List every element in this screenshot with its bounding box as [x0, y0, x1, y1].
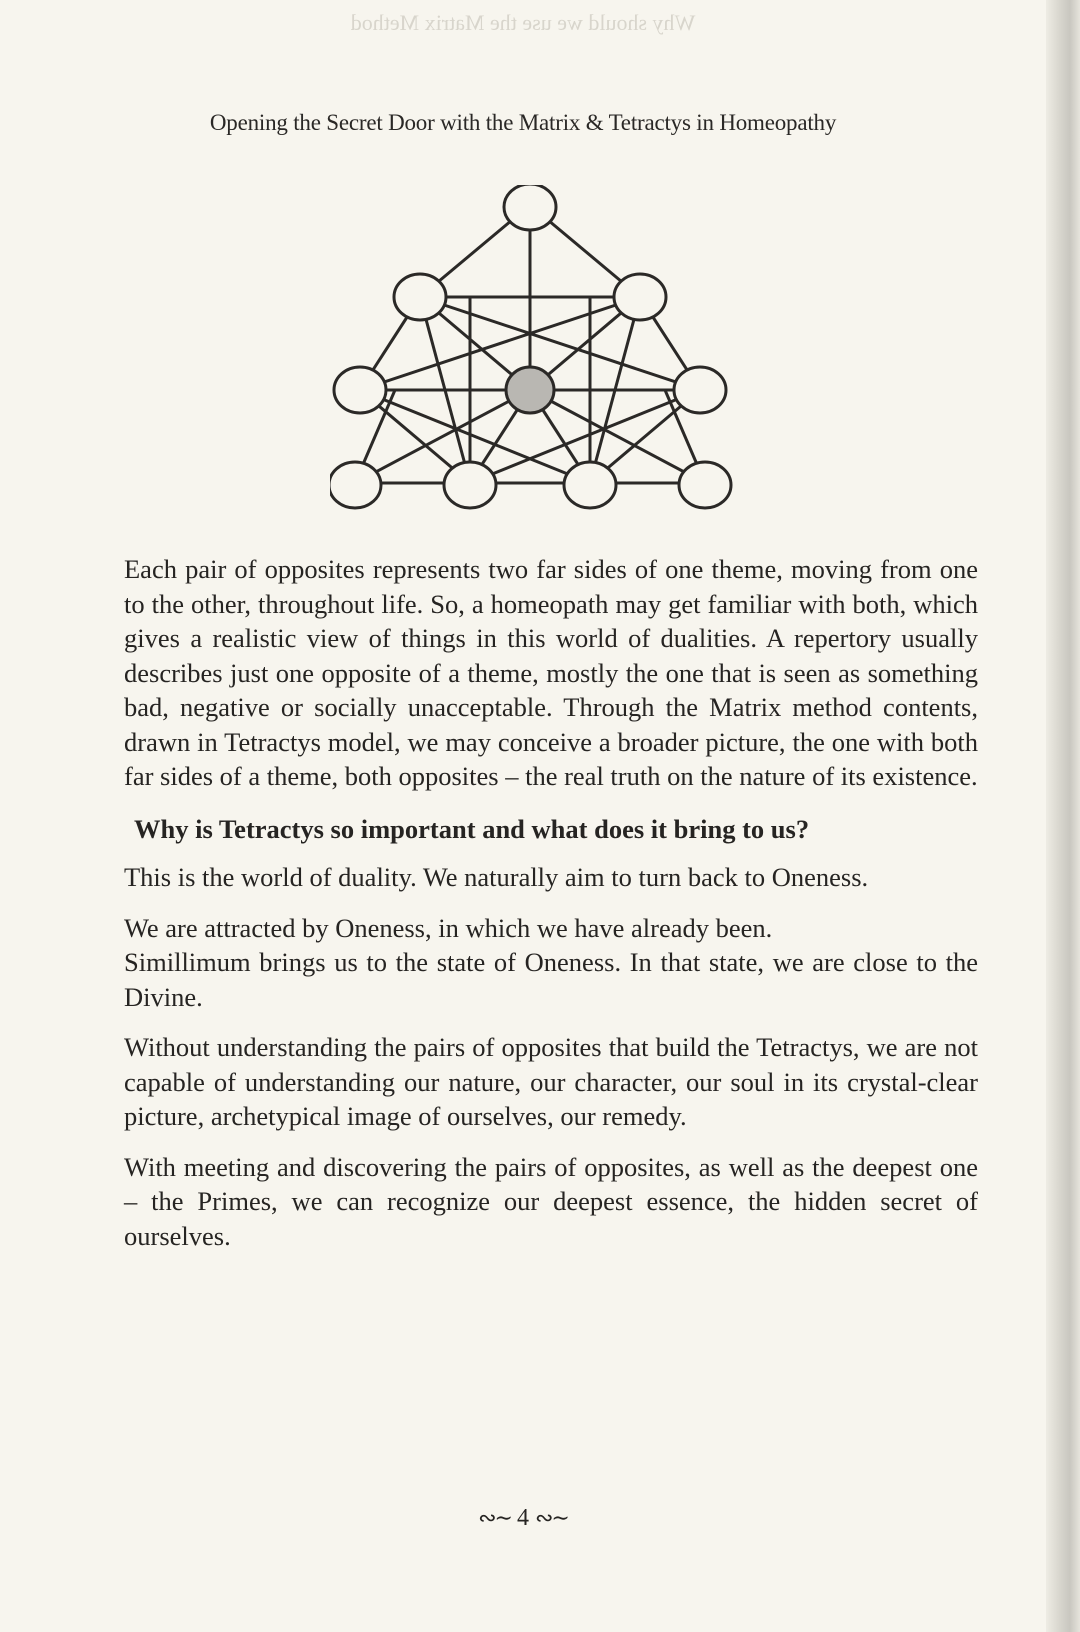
tetractys-node: [679, 462, 731, 508]
page-number-value: 4: [517, 1505, 529, 1531]
ornament-left-icon: ∾∼: [478, 1505, 511, 1530]
tetractys-diagram: [330, 185, 750, 525]
tetractys-node: [504, 185, 556, 230]
paragraph: This is the world of duality. We naturally aim to turn back to Oneness.: [124, 862, 869, 892]
tetractys-node: [444, 462, 496, 508]
paragraph: Each pair of opposites represents two far sides of one theme, moving from one to the other, throughout life. So, a homeopath may get familiar with both, which gives a realistic view of things in this world of dualities. A repertory usually describes just one opposite of a theme, mostly the one that is seen as something bad, negative or socially unacceptable. Through the Matrix method contents, drawn in Tetractys model, we may conceive a broader picture, the one with both far sides of a theme, both opposites – the real truth on the nature of its existence.: [124, 554, 978, 791]
tetractys-node: [614, 274, 666, 320]
section-heading: Why is Tetractys so important and what does it bring to us?: [134, 813, 810, 844]
page-edge-shadow: [1046, 0, 1080, 1632]
tetractys-node-center: [506, 367, 554, 413]
paragraph: We are attracted by Oneness, in which we have already been.: [124, 912, 773, 943]
tetractys-node: [394, 274, 446, 320]
bleed-through-text: Why should we use the Matrix Method: [350, 10, 696, 35]
paragraph: Without understanding the pairs of opposites that build the Tetractys, we are not capable of understanding our nature, our character, our soul in its crystal-clear picture, archetypical image of ourselves, our remedy.: [124, 1032, 978, 1131]
page-number: [0, 1505, 1046, 1532]
tetractys-node: [330, 462, 381, 508]
ornament-right-icon: ∾∼: [535, 1505, 568, 1530]
paragraph: With meeting and discovering the pairs of opposites, as well as the deepest one – the Primes, we can recognize our deepest essence, the hidden secret of ourselves.: [124, 1151, 978, 1251]
tetractys-node: [564, 462, 616, 508]
tetractys-node: [674, 367, 726, 413]
running-header: Opening the Secret Door with the Matrix & Tetractys in Homeopathy: [209, 110, 837, 135]
tetractys-node: [334, 367, 386, 413]
body-text: [124, 552, 978, 1269]
paragraph: Simillimum brings us to the state of Oneness. In that state, we are close to the Divine.: [124, 947, 978, 1012]
